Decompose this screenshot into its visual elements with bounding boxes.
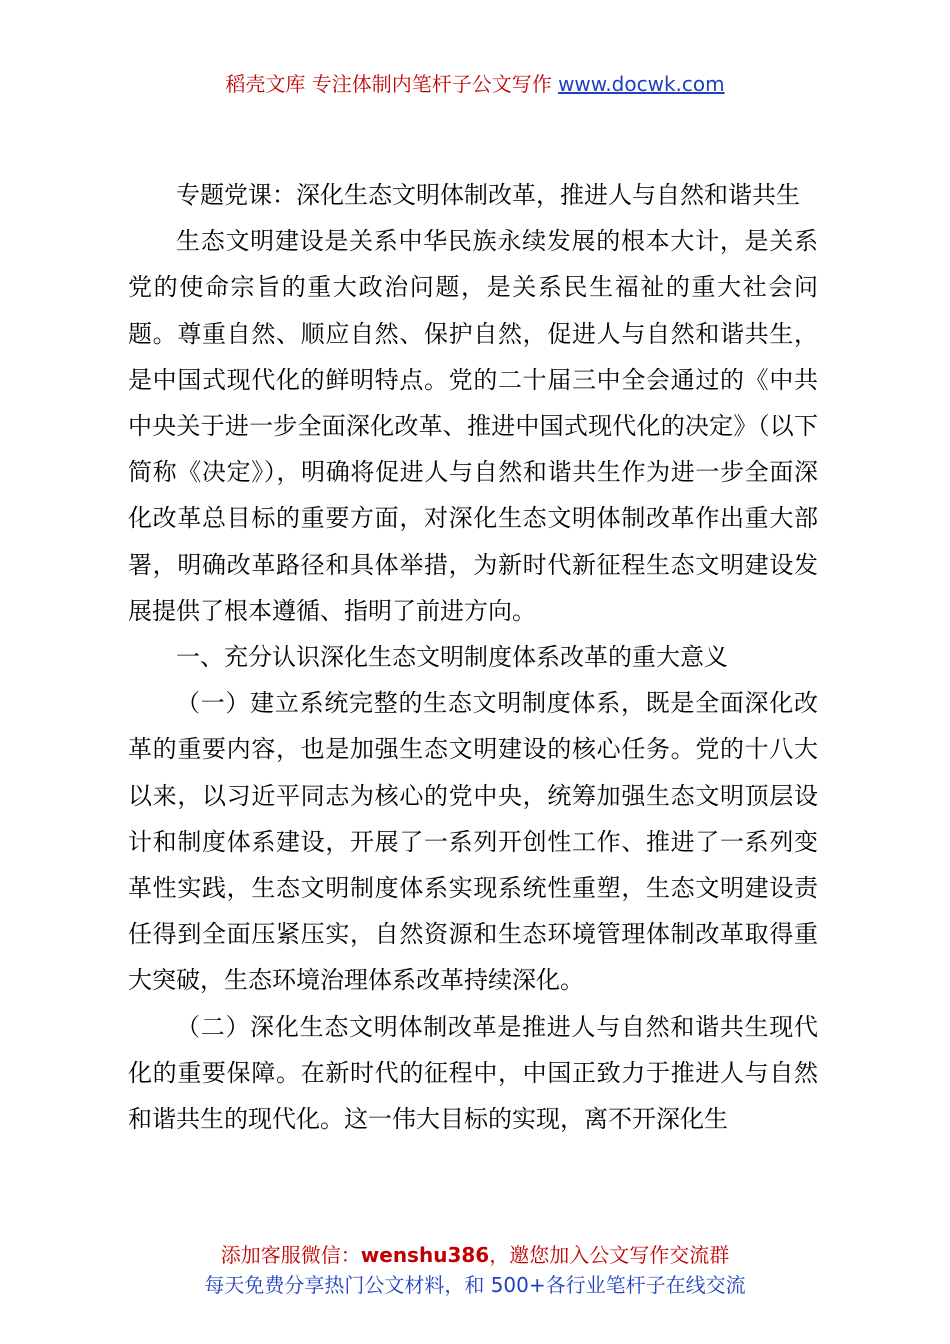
page-header [0,70,950,98]
page-footer [0,1240,950,1300]
document-body [128,172,818,1142]
wechat-id: wenshu386 [360,1243,490,1267]
paragraph-intro: 生态文明建设是关系中华民族永续发展的根本大计，是关系党的使命宗旨的重大政治问题，是关系民生福祉的重大社会问题。尊重自然、顺应自然、保护自然，促进人与自然和谐共生，是中国式现代化的鲜明特点。党的二十届三中全会通过的《中共中央关于进一步全面深化改革、推进中国式现代化的决定》（以下简称《决定》），明确将促进人与自然和谐共生作为进一步全面深化改革总目标的重要方面，对深化生态文明体制改革作出重大部署，明确改革路径和具体举措，为新时代新征程生态文明建设发展提供了根本遵循、指明了前进方向。 [128,227,818,625]
footer-contact-prefix: 添加客服微信： [220,1243,361,1267]
paragraph-1-2: （二）深化生态文明体制改革是推进人与自然和谐共生现代化的重要保障。在新时代的征程中，中国正致力于推进人与自然和谐共生的现代化。这一伟大目标的实现，离不开深化生 [128,1012,818,1134]
brand-text: 稻壳文库 专注体制内笔杆子公文写作 [225,72,559,96]
footer-promo-line: 每天免费分享热门公文材料，和 500+各行业笔杆子在线交流 [204,1273,746,1297]
site-link[interactable]: www.docwk.com [558,72,725,96]
section-heading-1: 一、充分认识深化生态文明制度体系改革的重大意义 [176,643,728,672]
document-title: 专题党课：深化生态文明体制改革，推进人与自然和谐共生 [176,181,800,209]
footer-contact-suffix: ，邀您加入公文写作交流群 [489,1243,730,1267]
paragraph-1-1: （一）建立系统完整的生态文明制度体系，既是全面深化改革的重要内容，也是加强生态文明建设的核心任务。党的十八大以来，以习近平同志为核心的党中央，统筹加强生态文明顶层设计和制度体系建设，开展了一系列开创性工作、推进了一系列变革性实践，生态文明制度体系实现系统性重塑，生态文明建设责任得到全面压紧压实，自然资源和生态环境管理体制改革取得重大突破，生态环境治理体系改革持续深化。 [128,689,818,995]
footer-contact-line [0,1240,950,1270]
